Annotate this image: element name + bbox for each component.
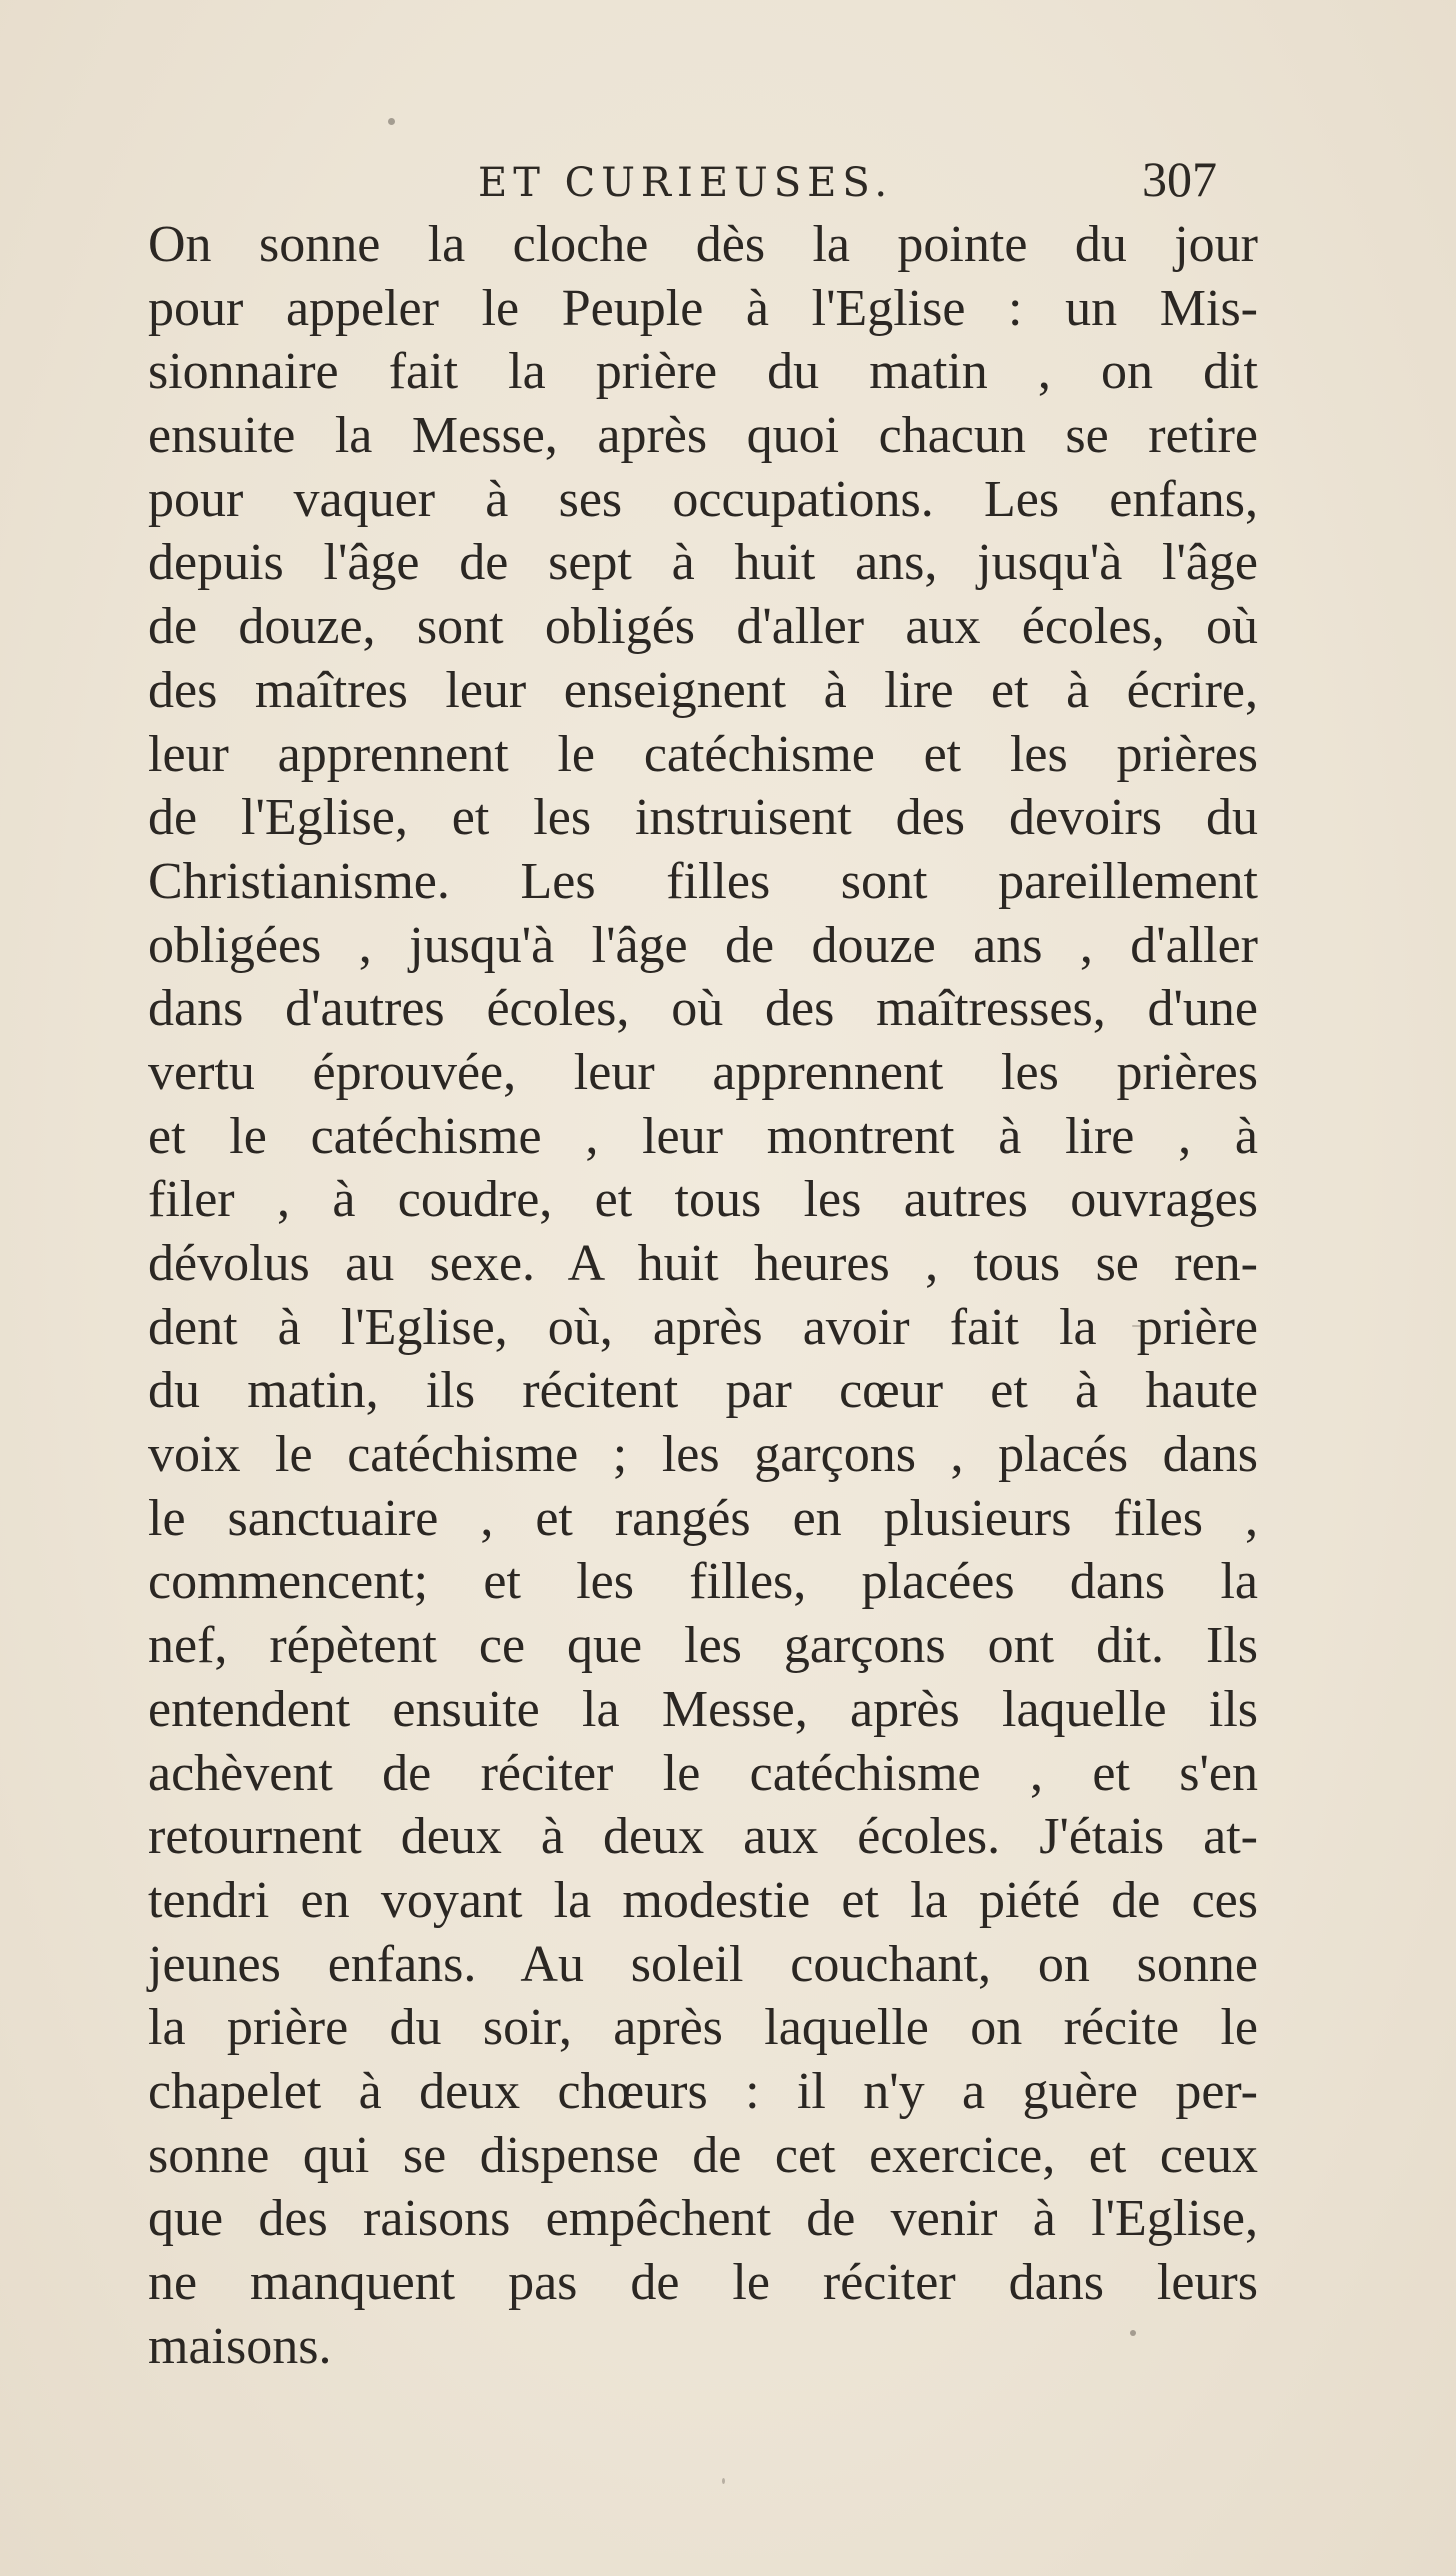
paper-speck — [722, 2478, 725, 2484]
running-title: ET CURIEUSES. — [478, 160, 894, 206]
text-line: et le catéchisme , leur montrent à lire , à — [148, 1107, 1258, 1165]
text-line: dent à l'Eglise, où, après avoir fait la prière — [148, 1298, 1258, 1356]
text-line: sionnaire fait la prière du matin , on dit — [148, 343, 1258, 401]
text-line: entendent ensuite la Messe, après laquelle ils — [148, 1680, 1258, 1738]
text-line: la prière du soir, après laquelle on récite le — [148, 1999, 1258, 2057]
text-line: jeunes enfans. Au soleil couchant, on sonne — [148, 1935, 1258, 1993]
text-line: vertu éprouvée, leur apprennent les prières — [148, 1043, 1258, 1101]
text-line: pour vaquer à ses occupations. Les enfans, — [148, 470, 1258, 528]
text-line: ensuite la Messe, après quoi chacun se retire — [148, 407, 1258, 465]
text-line: tendri en voyant la modestie et la piété de ces — [148, 1871, 1258, 1929]
text-line: chapelet à deux chœurs : il n'y a guère per- — [148, 2062, 1258, 2120]
text-line: depuis l'âge de sept à huit ans, jusqu'à l'âge — [148, 534, 1258, 592]
text-line: dévolus au sexe. A huit heures , tous se ren- — [148, 1235, 1258, 1292]
text-line: des maîtres leur enseignent à lire et à écrire, — [148, 661, 1258, 719]
text-line: du matin, ils récitent par cœur et à haute — [148, 1362, 1258, 1420]
text-line: de douze, sont obligés d'aller aux écoles, où — [148, 598, 1258, 656]
text-line: commencent; et les filles, placées dans la — [148, 1553, 1258, 1611]
text-line: ne manquent pas de le réciter dans leurs — [148, 2254, 1258, 2311]
text-line: leur apprennent le catéchisme et les prières — [148, 725, 1258, 783]
text-line: On sonne la cloche dès la pointe du jour — [148, 216, 1258, 273]
text-line: achèvent de réciter le catéchisme , et s'en — [148, 1744, 1258, 1802]
text-line: obligées , jusqu'à l'âge de douze ans , d'aller — [148, 916, 1258, 974]
text-line: de l'Eglise, et les instruisent des devoirs du — [148, 789, 1258, 847]
text-line: Christianisme. Les filles sont pareillement — [148, 852, 1258, 910]
page-number: 307 — [1142, 151, 1217, 207]
text-line: nef, répètent ce que les garçons ont dit. Ils — [148, 1617, 1258, 1675]
text-line: dans d'autres écoles, où des maîtresses, d'une — [148, 980, 1258, 1038]
text-line: maisons. — [148, 2317, 332, 2375]
paper-speck — [1130, 2330, 1136, 2336]
body-text — [148, 213, 1258, 2378]
text-line: pour appeler le Peuple à l'Eglise : un Mis- — [148, 279, 1258, 337]
text-line: voix le catéchisme ; les garçons , placés dans — [148, 1426, 1258, 1484]
paper-speck — [388, 118, 395, 125]
paper-speck — [1132, 1325, 1142, 1327]
text-line: retournent deux à deux aux écoles. J'étais at- — [148, 1808, 1258, 1866]
text-line: le sanctuaire , et rangés en plusieurs files , — [148, 1489, 1258, 1547]
text-line: filer , à coudre, et tous les autres ouvrages — [148, 1171, 1258, 1229]
text-line: que des raisons empêchent de venir à l'Eglise, — [148, 2190, 1258, 2248]
text-line: sonne qui se dispense de cet exercice, et ceux — [148, 2126, 1258, 2184]
